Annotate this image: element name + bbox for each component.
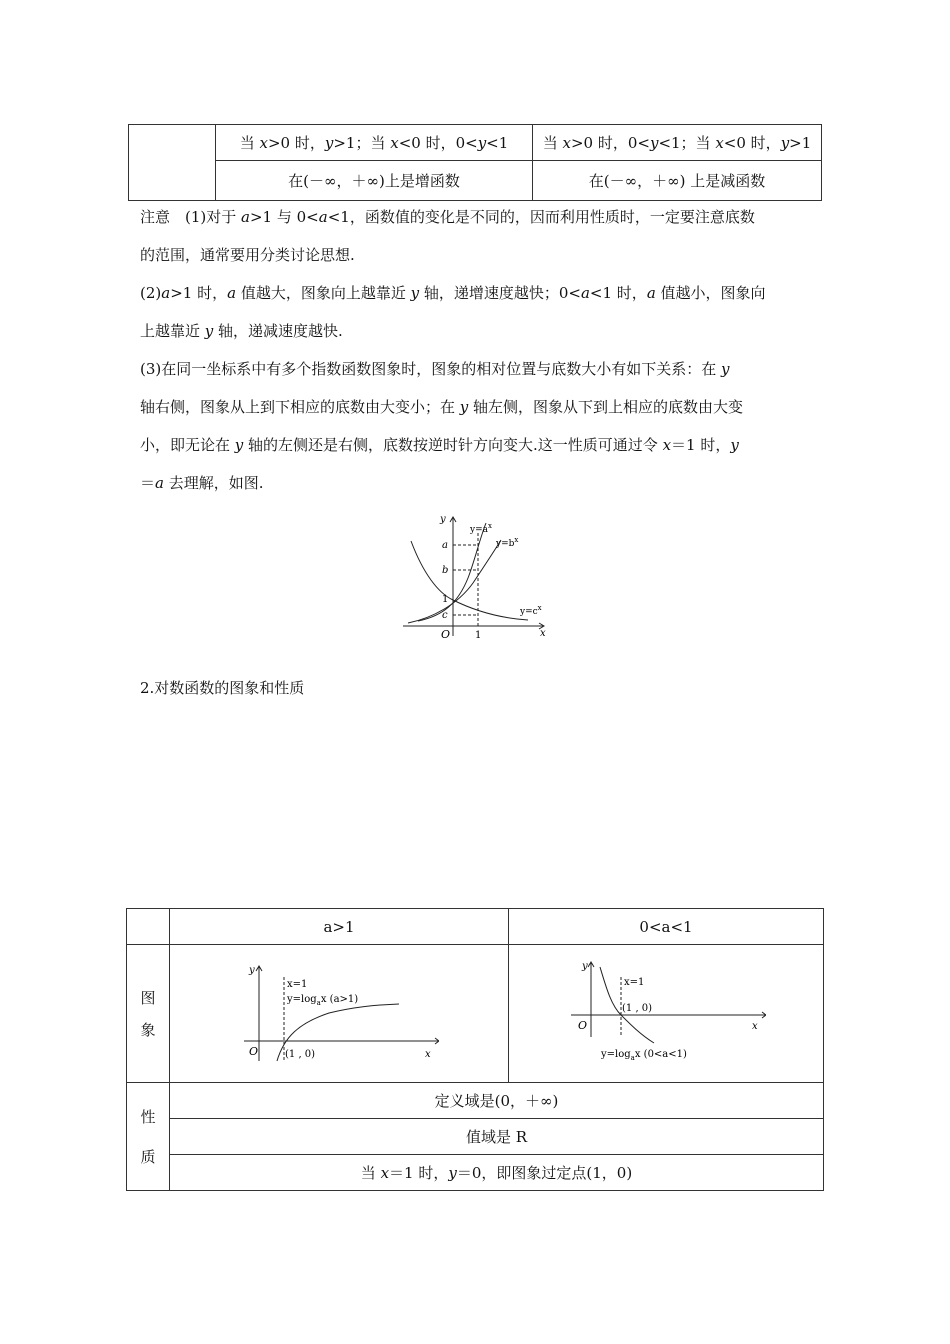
note-2-line-1: (2)a>1 时，a 值越大，图象向上越靠近 y 轴，递增速度越快；0<a<1 时，a 值越小，图象向	[140, 284, 766, 302]
log-graph-decreasing	[566, 957, 766, 1067]
note-3-line-3: 小，即无论在 y 轴的左侧还是右侧，底数按逆时针方向变大.这一性质可通过令 x＝1 时，y	[140, 436, 739, 454]
exp-decreasing-range-cell: 当 x>0 时，0<y<1；当 x<0 时，y>1	[533, 125, 822, 161]
fig1-x-label: x	[540, 628, 546, 639]
lr-point: (1 , 0)	[622, 1002, 653, 1014]
note-1-line-1: 注意 (1)对于 a>1 与 0<a<1，函数值的变化是不同的，因而利用性质时，一定要注意底数	[140, 208, 755, 226]
note-1-line-2: 的范围，通常要用分类讨论思想.	[140, 246, 355, 264]
lg-line-label: x=1	[287, 978, 308, 990]
lr-line-label: x=1	[624, 976, 645, 988]
lg-x: x	[425, 1048, 431, 1060]
lr-origin: O	[578, 1018, 588, 1032]
fig1-y-label: y	[440, 514, 446, 525]
fig1-tick-1: 1	[442, 594, 449, 605]
fig1-label-bx: $y=b^x$	[496, 536, 519, 549]
fig1-label-cx: $y=c^x$	[520, 604, 542, 617]
exp-properties-table	[128, 124, 822, 201]
fig1-label-ax: $y=a^x$	[470, 522, 492, 535]
log-graph-increasing	[239, 957, 439, 1067]
log-range: 值域是 R	[170, 1119, 824, 1155]
curve-ax	[418, 523, 486, 621]
log-graph-a-lt-1-cell	[509, 945, 824, 1083]
log-header-a-lt-1: 0<a<1	[509, 909, 824, 945]
lg-curve-label: $y=\log_ax$ (a>1)	[287, 993, 359, 1007]
log-image-label: 图 象	[127, 945, 170, 1083]
fig1-tick-b: b	[442, 565, 449, 576]
exp-increasing-range-cell: 当 x>0 时，y>1；当 x<0 时，0<y<1	[216, 125, 533, 161]
exponential-curves-figure	[398, 508, 558, 643]
log-domain: 定义域是(0，＋∞)	[170, 1083, 824, 1119]
log-fixed-point: 当 x＝1 时，y＝0，即图象过定点(1，0)	[170, 1155, 824, 1191]
exp-increasing-cell: 在(－∞，＋∞)上是增函数	[216, 161, 533, 201]
note-3-line-1: (3)在同一坐标系中有多个指数函数图象时，图象的相对位置与底数大小有如下关系：在 y	[140, 360, 730, 378]
curve-bx	[408, 540, 501, 623]
lr-curve-label: $y=\log_ax$ (0<a<1)	[601, 1048, 687, 1062]
empty-cell	[129, 125, 216, 201]
note-2-line-2: 上越靠近 y 轴，递减速度越快.	[140, 322, 343, 340]
log-header-a-gt-1: a>1	[170, 909, 509, 945]
log-properties-label: 性 质	[127, 1083, 170, 1191]
fig1-origin: O	[441, 628, 451, 641]
section-2-title: 2.对数函数的图象和性质	[140, 679, 305, 697]
log-properties-table	[126, 908, 824, 1191]
lg-origin: O	[249, 1044, 259, 1058]
lg-y: y	[249, 964, 255, 976]
lr-y: y	[582, 960, 588, 972]
lg-point: (1 , 0)	[285, 1048, 316, 1060]
note-3-line-4: ＝a 去理解，如图.	[140, 474, 264, 492]
log-corner-cell	[127, 909, 170, 945]
exp-decreasing-cell: 在(－∞，＋∞) 上是减函数	[533, 161, 822, 201]
fig1-tick-c: c	[442, 610, 448, 621]
fig1-tick-a: a	[442, 540, 448, 551]
curve-cx	[411, 541, 528, 620]
fig1-x-tick-1: 1	[475, 630, 482, 641]
notes-block	[140, 198, 820, 502]
lr-x: x	[752, 1020, 758, 1032]
note-3-line-2: 轴右侧，图象从上到下相应的底数由大变小；在 y 轴左侧，图象从下到上相应的底数由大变	[140, 398, 744, 416]
log-graph-a-gt-1-cell	[170, 945, 509, 1083]
